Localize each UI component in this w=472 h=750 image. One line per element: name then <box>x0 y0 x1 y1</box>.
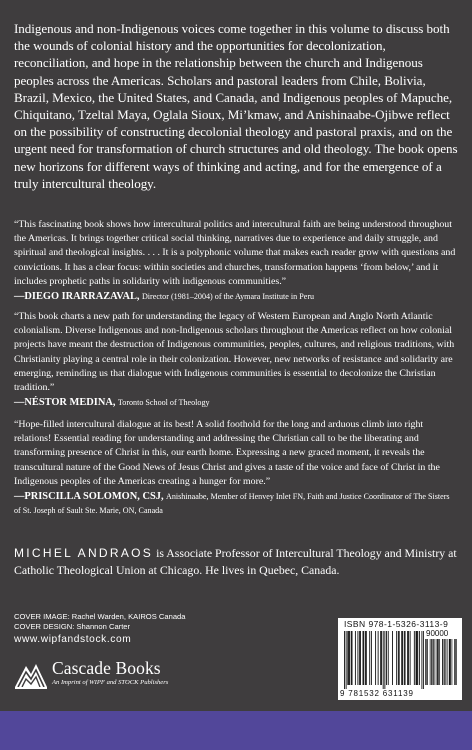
barcode-bar <box>388 631 389 685</box>
barcode-bar <box>425 639 426 685</box>
endorser-name: —PRISCILLA SOLOMON, CSJ, <box>14 491 164 503</box>
barcode-bar <box>430 639 431 685</box>
barcode-bar <box>432 639 433 685</box>
barcode-bar <box>431 639 432 685</box>
publisher-logo <box>14 656 174 696</box>
bottom-color-band <box>0 711 472 750</box>
isbn-barcode <box>338 618 462 700</box>
barcode-bar <box>439 639 440 685</box>
price-code: 90000 <box>426 629 449 638</box>
barcode-bar <box>401 631 402 685</box>
barcode-bar <box>445 639 446 685</box>
endorsement-2 <box>14 310 458 410</box>
barcode-bar <box>449 639 450 685</box>
barcode-bar <box>410 631 411 685</box>
barcode-bar <box>357 631 358 685</box>
barcode-bar <box>416 631 417 685</box>
cover-design-credit: COVER DESIGN: Shannon Carter <box>14 621 131 631</box>
barcode-bar <box>437 639 438 685</box>
barcode-bar <box>386 631 387 685</box>
barcode-bar <box>443 639 444 685</box>
publisher-name: Cascade Books <box>52 658 161 678</box>
barcode-bar <box>437 639 438 685</box>
barcode-bar <box>355 631 356 685</box>
barcode-bar <box>352 631 353 685</box>
mountain-icon <box>14 656 48 690</box>
barcode-bar <box>435 639 436 685</box>
barcode-bar <box>375 631 376 685</box>
endorser-name: —NÉSTOR MEDINA, <box>14 397 116 409</box>
barcode-bar <box>365 631 366 685</box>
barcode-bar <box>404 631 405 685</box>
barcode-bar <box>450 639 451 685</box>
barcode-bar <box>398 631 399 685</box>
barcode-bar <box>414 631 415 685</box>
author-bio-text: is Associate Professor of Intercultural Theology and Ministry at Catholic Theological Union at Chicago. He lives in Quebec, Canada. <box>14 546 457 577</box>
barcode-bar <box>456 639 457 685</box>
endorsement-quote: “Hope-filled intercultural dialogue at its best! A solid foothold for the long and arduous climb into right relations! Essential reading for understanding and addressing the Christian call to be the liberating and transforming presence of Christ in this, our earth home. Expressing a new graced moment, it reveals the transcultural nature of the Good News of Jesus Christ and gives a taste of the voice and face of Christ in the Indigenous peoples of the Americas creating a hunger for more.” <box>14 419 440 487</box>
barcode-bar <box>438 639 439 685</box>
barcode-bar <box>407 631 408 685</box>
barcode-bar <box>421 631 422 689</box>
barcode-bar <box>396 631 397 685</box>
endorsement-attribution <box>14 490 458 518</box>
barcode-bar <box>347 631 348 685</box>
endorsement-quote: “This fascinating book shows how intercultural politics and intercultural faith are being understood throughout the Americas. It brings together critical social thinking, narratives due to experience and daily struggle, and spiritual and theological insights. . . . It is a polyphonic volume that makes each reader grow with questions and convictions. It has a clear focus: within societies and churches, transformation happens ‘from below,’ and it includes prophetic paths in solidarity with indigenous communities.” <box>14 219 456 287</box>
barcode-bar <box>369 631 370 685</box>
barcode-bars <box>344 631 424 689</box>
barcode-bar <box>455 639 456 685</box>
barcode-bar <box>371 631 372 685</box>
barcode-bar <box>452 639 453 685</box>
barcode-bar <box>351 631 352 685</box>
author-name: MICHEL ANDRAOS <box>14 546 154 560</box>
author-bio <box>14 545 460 579</box>
barcode-bar <box>426 639 427 685</box>
barcode-bar <box>402 631 403 685</box>
barcode-bar <box>383 631 384 689</box>
barcode-bar <box>427 639 428 685</box>
barcode-bar <box>384 631 385 689</box>
barcode-bar <box>433 639 434 685</box>
barcode-bar <box>399 631 400 685</box>
isbn-label: ISBN 978-1-5326-3113-9 <box>344 619 449 629</box>
barcode-bar <box>349 631 350 685</box>
publisher-imprint: An Imprint of WIPF and STOCK Publishers <box>52 679 169 686</box>
endorser-affiliation: Anishinaabe, Member of Henvey Inlet FN, Faith and Justice Coordinator of The Sisters of St. Joseph of Sault Ste. Marie, ON, Canada <box>14 492 450 516</box>
barcode-bar <box>454 639 455 685</box>
endorser-name: —DIEGO IRARRAZAVAL, <box>14 291 140 303</box>
barcode-bar <box>392 631 393 685</box>
barcode-bar <box>360 631 361 685</box>
barcode-addon-bars <box>425 639 457 689</box>
cover-credits <box>14 612 186 646</box>
barcode-bar <box>359 631 360 685</box>
cover-image-credit: COVER IMAGE: Rachel Warden, KAIROS Canada <box>14 612 186 621</box>
endorsement-3 <box>14 418 458 518</box>
barcode-bar <box>450 639 451 685</box>
barcode-bar <box>344 631 345 689</box>
endorser-affiliation: Toronto School of Theology <box>117 398 210 408</box>
endorser-affiliation: Director (1981–2004) of the Aymara Institute in Peru <box>141 292 315 302</box>
endorsement-attribution <box>14 396 458 410</box>
endorsement-attribution <box>14 290 458 304</box>
barcode-bar <box>366 631 367 685</box>
barcode-digits: 9 781532 631139 <box>340 689 414 698</box>
barcode-bar <box>416 631 417 685</box>
barcode-bar <box>346 631 347 689</box>
barcode-bar <box>363 631 364 685</box>
endorsement-quote: “This book charts a new path for understanding the legacy of Western European and Anglo North Atlantic colonialism. Diverse Indigenous and non-Indigenous scholars throughout the Americas reflect on how colonial projects have meant the destruction of Indigenous communities, peoples, cultures, and religious traditions, with Christianity playing a central role in their colonization. However, new networks of resistance and solidarity are emerging, reminding us that dialogue with Indigenous communities is essential to decolonize the Christian tradition.” <box>14 311 455 394</box>
barcode-bar <box>378 631 379 685</box>
barcode-bar <box>408 631 409 685</box>
barcode-bar <box>447 639 448 685</box>
barcode-bar <box>405 631 406 685</box>
book-description: Indigenous and non-Indigenous voices come together in this volume to discuss both the wounds of colonial history and the opportunities for decolonization, reconciliation, and hope in the relationship between the church and Indigenous peoples across the Americas. Scholars and pastoral leaders from Chile, Bolivia, Brazil, Mexico, the United States, and Canada, and Indigenous peoples of Mapuche, Chiquitano, Tzeltal Maya, Oglala Sioux, Mi’kmaw, and Anishinaabe-Ojibwe reflect on the possibility of constructing decolonial theology and pastoral praxis, and on the urgent need for transformation of church structures and old theology. The book opens new horizons for different ways of thinking and acting, and for the emergence of a truly intercultural theology. <box>14 21 458 191</box>
barcode-bar <box>380 631 381 685</box>
barcode-bar <box>417 631 418 685</box>
barcode-bar <box>444 639 445 685</box>
publisher-website: www.wipfandstock.com <box>14 633 132 645</box>
barcode-bar <box>419 631 420 685</box>
barcode-bar <box>363 631 364 685</box>
barcode-bar <box>348 631 349 685</box>
barcode-bar <box>423 631 424 689</box>
barcode-bar <box>381 631 382 685</box>
barcode-bar <box>442 639 443 685</box>
endorsement-1 <box>14 218 458 304</box>
